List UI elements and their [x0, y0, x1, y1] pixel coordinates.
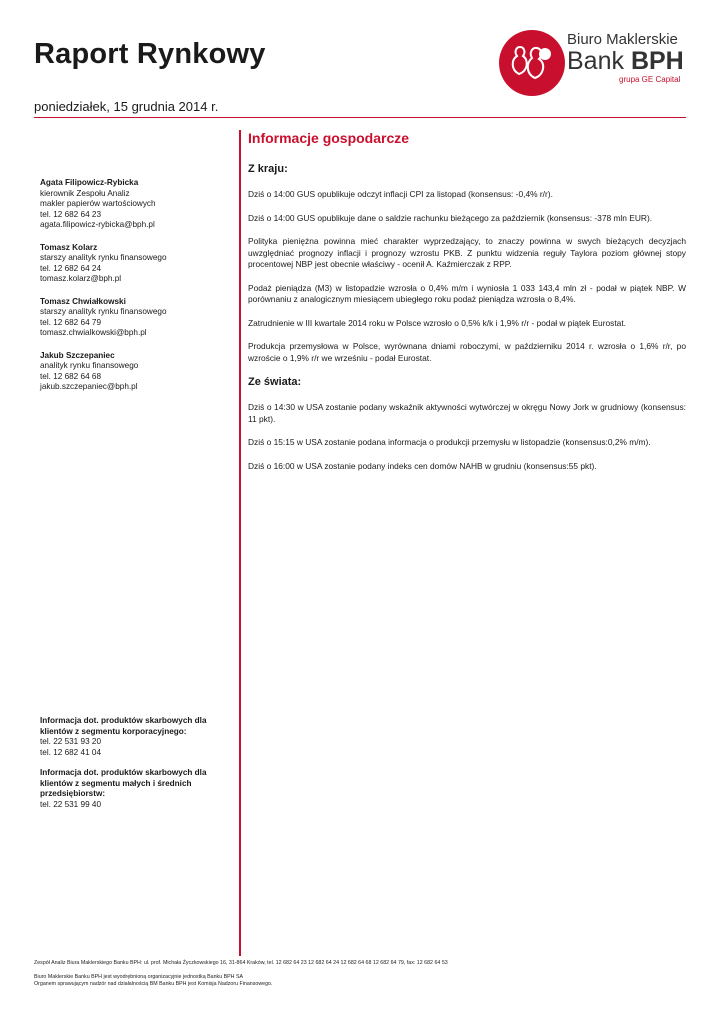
section-title: Informacje gospodarcze — [248, 130, 410, 146]
main-content — [248, 130, 686, 472]
contact-name: Agata Filipowicz-Rybicka — [40, 178, 139, 187]
contact-email[interactable]: agata.filipowicz-rybicka@bph.pl — [40, 220, 155, 229]
contact-card — [40, 297, 230, 339]
product-info-heading: Informacja dot. produktów skarbowych dla klientów z segmentu korporacyjnego: — [40, 716, 207, 736]
contact-email[interactable]: tomasz.kolarz@bph.pl — [40, 274, 122, 283]
contact-email[interactable]: tomasz.chwialkowski@bph.pl — [40, 328, 147, 337]
bowling-pins-logo-icon — [499, 30, 565, 96]
news-paragraph: Podaż pieniądza (M3) w listopadzie wzrosła o 0,4% m/m i wyniosła 1 033 143,4 mln zł - podał w piątek NBP. W porównaniu z analogicznym miesiącem ubiegłego roku podaż pieniądza wzrosła o 8,4%. — [248, 282, 686, 304]
treasury-products-info — [40, 716, 230, 820]
news-paragraph: Dziś o 15:15 w USA zostanie podana informacja o produkcji przemysłu w listopadzie (konsensus:0,2% m/m). — [248, 437, 651, 447]
news-paragraph: Produkcja przemysłowa w Polsce, wyrównana dniami roboczymi, w październiku 2014 r. wzrosła o 1,6% r/r, po wzroście o 1,9% r/r we wrześniu - podał Eurostat. — [248, 341, 686, 363]
product-info-phone: tel. 22 531 93 20 — [40, 737, 102, 746]
contact-name: Jakub Szczepaniec — [40, 350, 115, 360]
news-paragraph: Dziś o 16:00 w USA zostanie podany indeks cen domów NAHB w grudniu (konsensus:55 pkt). — [248, 460, 597, 471]
report-title: Raport Rynkowy — [34, 38, 266, 70]
contact-role: kierownik Zespołu Analiz — [40, 188, 130, 198]
contact-name: Tomasz Chwiałkowski — [40, 296, 126, 306]
logo-bph-text: BPH — [630, 47, 684, 75]
contact-role: starszy analityk rynku finansowego — [40, 253, 167, 262]
contacts-sidebar — [40, 178, 230, 405]
world-heading: Ze świata: — [248, 376, 302, 388]
news-paragraph: Dziś o 14:30 w USA zostanie podany wskaźnik aktywności wytwórczej w okręgu Nowy Jork w grudniowy (konsensus: 11 pkt). — [248, 402, 686, 424]
product-info-phone: tel. 22 531 99 40 — [40, 799, 102, 809]
report-date: poniedziałek, 15 grudnia 2014 r. — [34, 99, 219, 114]
contact-email[interactable]: jakub.szczepaniec@bph.pl — [40, 382, 138, 391]
contact-phone: tel. 12 682 64 23 — [40, 209, 102, 219]
contact-phone: tel. 12 682 64 68 — [40, 371, 102, 381]
contact-role: starszy analityk rynku finansowego — [40, 307, 167, 316]
news-paragraph: Polityka pieniężna powinna mieć charakter wyprzedzający, to znaczy powinna w swych bieżących decyzjach uwzględniać prognozy inflacji i prognozy wzrostu PKB. Z punktu widzenia reguły Taylora poziom głównej stopy procentowej NBP jest obecnie właściwy - ocenił A. Kaźmierczak z RPP. — [248, 236, 686, 269]
logo-tagline: grupa GE Capital — [619, 75, 681, 84]
product-info-heading: Informacja dot. produktów skarbowych dla klientów z segmentu małych i średnich przedsiębiorstw: — [40, 768, 207, 798]
contact-card — [40, 351, 230, 393]
page-footer — [34, 960, 694, 988]
domestic-heading: Z kraju: — [248, 163, 288, 175]
contact-role-secondary: makler papierów wartościowych — [40, 199, 156, 208]
product-info-corporate — [40, 716, 230, 758]
bank-logo — [499, 28, 693, 98]
news-paragraph: Dziś o 14:00 GUS opublikuje odczyt inflacji CPI za listopad (konsensus: -0,4% r/r). — [248, 189, 553, 199]
contact-card — [40, 178, 230, 231]
logo-bank-text: Bank — [567, 47, 624, 75]
header-divider — [34, 117, 686, 118]
contact-phone: tel. 12 682 64 79 — [40, 317, 102, 327]
footer-supervision: Organem sprawującym nadzór nad działalnością BM Banku BPH jest Komisja Nadzoru Finansowego. — [34, 981, 273, 987]
contact-role: analityk rynku finansowego — [40, 361, 139, 370]
product-info-phone: tel. 12 682 41 04 — [40, 747, 102, 757]
logo-line-biuro: Biuro Maklerskie — [567, 31, 678, 48]
news-paragraph: Zatrudnienie w III kwartale 2014 roku w Polsce wzrosło o 0,5% k/k i 1,9% r/r - podał w piątek Eurostat. — [248, 317, 626, 328]
footer-disclaimer: Biuro Maklerskie Banku BPH jest wyodrębnioną organizacyjnie jednostką Banku BPH SA — [34, 974, 244, 980]
footer-address: Zespół Analiz Biura Maklerskiego Banku BPH: ul. prof. Michała Życzkowskiego 16, 31-864 Kraków, tel. 12 682 64 23 12 682 64 24 12 682 64 68 12 682 64 79, fax: 12 682 64 53 — [34, 960, 448, 966]
contact-phone: tel. 12 682 64 24 — [40, 263, 102, 273]
column-divider — [239, 130, 241, 956]
news-paragraph: Dziś o 14:00 GUS opublikuje dane o saldzie rachunku bieżącego za październik (konsensus: -378 mln EUR). — [248, 212, 653, 223]
product-info-sme — [40, 768, 230, 810]
logo-line-bank — [567, 47, 684, 76]
contact-card — [40, 243, 230, 285]
contact-name: Tomasz Kolarz — [40, 242, 98, 252]
